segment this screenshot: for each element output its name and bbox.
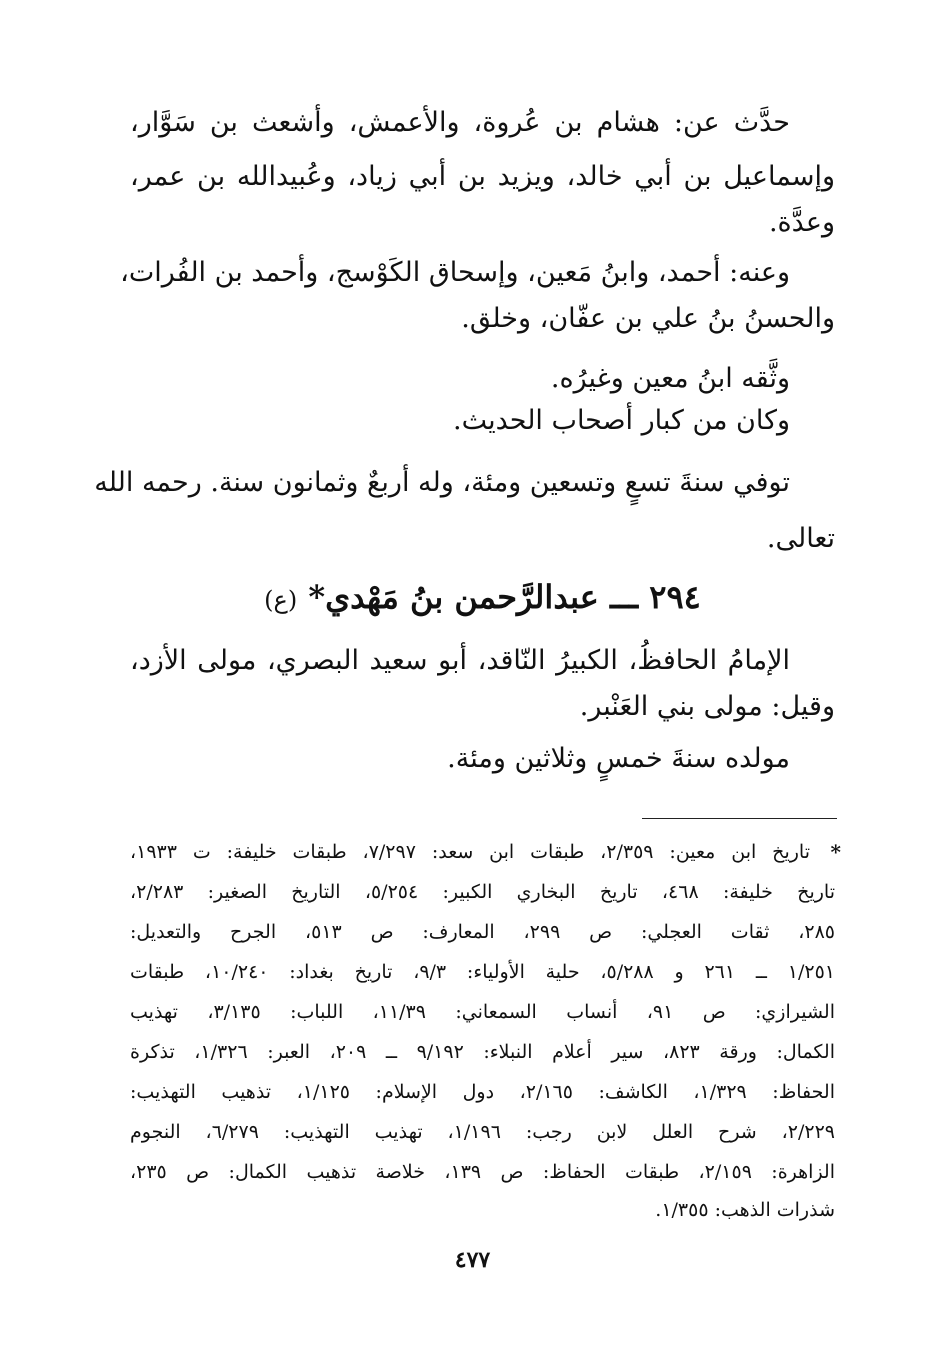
entry-name: عبدالرَّحمن بنُ مَهْدي [325,578,599,616]
footnote-line-5: الشيرازي: ص ٩١، أنساب السمعاني: ١١/٣٩، اللباب: ٣/١٣٥، تهذيب [130,1001,835,1023]
entry-line-3: مولده سنةَ خمسٍ وثلاثين ومئة. [447,743,790,774]
footnote-line-2: تاريخ خليفة: ٤٦٨، تاريخ البخاري الكبير: ٥/٢٥٤، التاريخ الصغير: ٢/٢٨٣، [130,881,835,903]
footnote-marker: * [830,840,841,864]
body-line-1: حدَّث عن: هشام بن عُروة، والأعمش، وأشعث بن سَوَّار، [130,107,790,138]
entry-heading [130,575,835,622]
body-line-5: والحسنُ بنُ علي بن عفّان، وخلق. [461,303,835,334]
body-line-4: وعنه: أحمد، وابنُ مَعين، وإسحاق الكَوْسج، وأحمد بن الفُرات، [120,257,790,288]
footnote-separator [642,818,837,819]
body-line-7: وكان من كبار أصحاب الحديث. [453,405,790,436]
entry-line-1: الإمامُ الحافظُ، الكبيرُ النّاقد، أبو سعيد البصري، مولى الأزد، [130,645,790,676]
footnote-line-6: الكمال: ورقة ٨٢٣، سير أعلام النبلاء: ٩/١٩٢ ــ ٢٠٩، العبر: ١/٣٢٦، تذكرة [130,1041,835,1063]
body-line-3: وعدَّة. [768,207,835,238]
footnote-reference: * [308,578,326,616]
page-number: ٤٧٧ [454,1247,491,1273]
footnote-line-8: ٢/٢٢٩، شرح العلل لابن رجب: ١/١٩٦، تهذيب التهذيب: ٦/٢٧٩، النجوم [130,1121,836,1143]
footnote-line-10: شذرات الذهب: ١/٣٥٥. [655,1199,835,1221]
footnote-line-1: تاريخ ابن معين: ٢/٣٥٩، طبقات ابن سعد: ٧/٢٩٧، طبقات خليفة: ت ١٩٣٣، [130,841,810,863]
entry-symbol: (ع) [264,586,298,614]
body-line-2: وإسماعيل بن أبي خالد، ويزيد بن أبي زياد، وعُبيدالله بن عمر، [130,161,835,192]
body-line-9: تعالى. [766,523,835,554]
entry-dash: ـــ [610,578,639,616]
body-line-8: توفي سنةَ تسعٍ وتسعين ومئة، وله أربعٌ وثمانون سنة. رحمه الله [94,467,790,498]
entry-number: ٢٩٤ [649,578,701,616]
footnote-line-7: الحفاظ: ١/٣٢٩، الكاشف: ٢/١٦٥، دول الإسلام: ١/١٢٥، تذهيب التهذيب: [130,1081,835,1103]
body-line-6: وثَّقه ابنُ معين وغيرُه. [550,363,790,394]
footnote-line-9: الزاهرة: ٢/١٥٩، طبقات الحفاظ: ص ١٣٩، خلاصة تذهيب الكمال: ص ٢٣٥، [130,1161,835,1183]
entry-line-2: وقيل: مولى بني العَنْبر. [579,691,835,722]
footnote-line-4: ١/٢٥١ ــ ٢٦١ و ٥/٢٨٨، حلية الأولياء: ٩/٣، تاريخ بغداد: ١٠/٢٤٠، طبقات [130,961,835,983]
footnote-line-3: ٢٨٥، ثقات العجلي: ص ٢٩٩، المعارف: ص ٥١٣، الجرح والتعديل: [130,921,835,943]
